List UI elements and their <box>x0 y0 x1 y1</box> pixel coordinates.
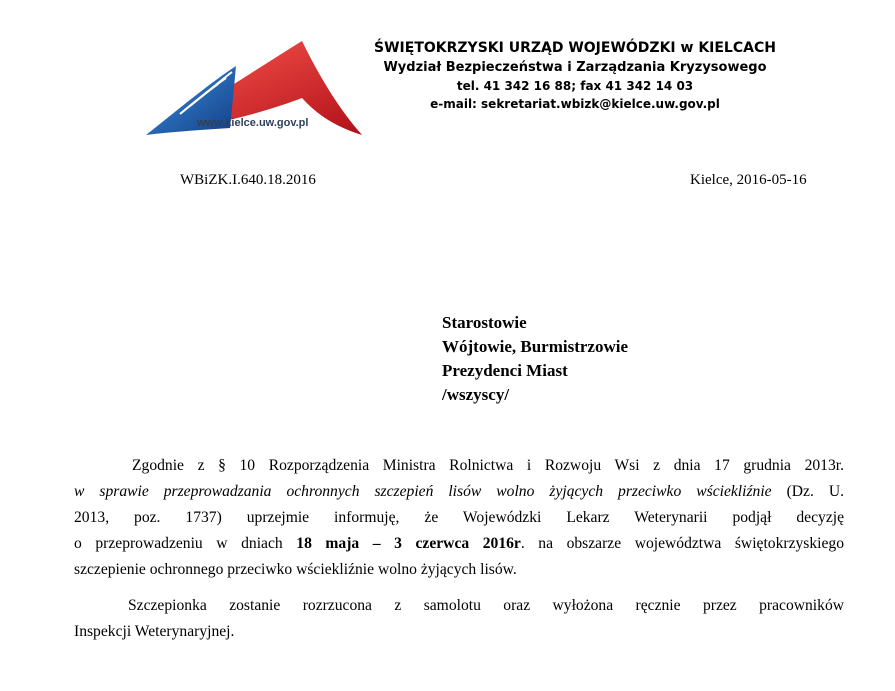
logo-website: www.kielce.uw.gov.pl <box>197 117 309 129</box>
body-text: Inspekcji Weterynaryjnej. <box>74 623 235 640</box>
body-text: Szczepionka zostanie rozrzucona z samolotu oraz wyłożona ręcznie przez pracowników <box>128 597 844 614</box>
recipient-line: Prezydenci Miast <box>442 361 568 380</box>
body-text: o przeprowadzeniu w dniach <box>74 535 297 552</box>
campaign-dates: 18 maja – 3 czerwca 2016r <box>296 535 521 552</box>
body-line <box>74 531 844 557</box>
phone-fax: tel. 41 342 16 88; fax 41 342 14 03 <box>456 79 694 93</box>
body-line <box>74 505 844 531</box>
body-line <box>74 453 844 479</box>
body-text: 2013, poz. 1737) uprzejmie informuję, że Wojewódzki Lekarz Weterynarii podjął decyzję <box>74 509 844 526</box>
body-line <box>74 479 844 505</box>
recipient-line: Starostowie <box>442 313 527 332</box>
body-line <box>74 557 844 583</box>
department-name: Wydział Bezpieczeństwa i Zarządzania Kryzysowego <box>383 60 767 75</box>
letterhead <box>360 38 790 113</box>
body-line <box>74 593 844 619</box>
recipient-line: Wójtowie, Burmistrzowie <box>442 337 629 356</box>
regulation-title: w sprawie przeprowadzania ochronnych szczepień lisów wolno żyjących przeciwko wściekliźnie <box>74 483 772 500</box>
reference-number: WBiZK.I.640.18.2016 <box>180 172 316 188</box>
body-text: (Dz. U. <box>771 483 844 500</box>
body-line <box>74 619 844 645</box>
recipient-line: /wszyscy/ <box>442 385 510 404</box>
institution-name: ŚWIĘTOKRZYSKI URZĄD WOJEWÓDZKI w KIELCACH <box>374 40 776 56</box>
letter-body <box>74 453 844 645</box>
body-text: szczepienie ochronnego przeciwko wściekliźnie wolno żyjących lisów. <box>74 561 517 578</box>
body-text: Zgodnie z § 10 Rozporządzenia Ministra Rolnictwa i Rozwoju Wsi z dnia 17 grudnia 2013r. <box>132 457 844 474</box>
recipients-block <box>442 311 628 407</box>
place-date: Kielce, 2016-05-16 <box>690 172 807 188</box>
email-address: e-mail: sekretariat.wbizk@kielce.uw.gov.pl <box>430 97 720 111</box>
body-text: . na obszarze województwa świętokrzyskiego <box>520 535 844 552</box>
